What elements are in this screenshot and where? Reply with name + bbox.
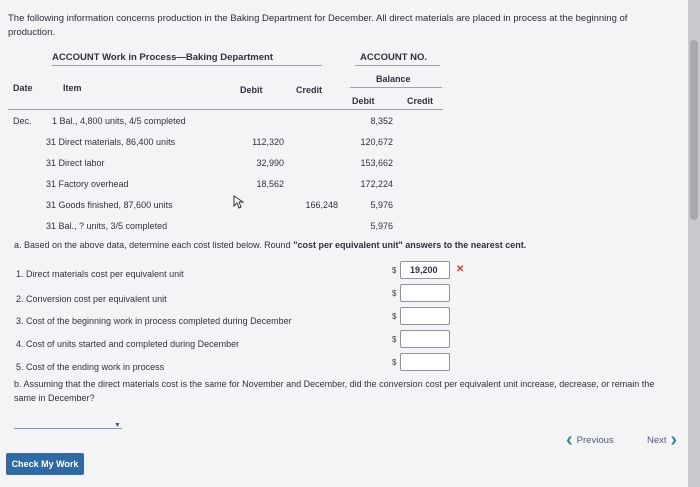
next-label: Next xyxy=(647,434,667,446)
part-a-prompt-text: a. Based on the above data, determine each cost listed below. Round xyxy=(14,240,294,250)
ledger-item: 31 Factory overhead xyxy=(46,179,129,189)
previous-button[interactable] xyxy=(566,429,614,451)
month-label: Dec. xyxy=(13,116,32,126)
divider xyxy=(8,109,443,110)
question-2-label: 2. Conversion cost per equivalent unit xyxy=(16,294,167,304)
part-b-dropdown[interactable] xyxy=(14,428,122,429)
ledger-balance: 8,352 xyxy=(370,116,393,126)
check-my-work-button[interactable]: Check My Work xyxy=(6,453,84,475)
answer-2-input[interactable] xyxy=(400,284,450,302)
account-number-label: ACCOUNT NO. xyxy=(360,52,428,63)
question-5-label: 5. Cost of the ending work in process xyxy=(16,362,165,372)
chevron-down-icon[interactable]: ▼ xyxy=(114,422,121,429)
answer-5-input[interactable] xyxy=(400,353,450,371)
ledger-item: 1 Bal., 4,800 units, 4/5 completed xyxy=(52,116,186,126)
col-header-credit: Credit xyxy=(296,85,323,95)
vertical-scrollbar[interactable] xyxy=(688,0,700,487)
question-1-label: 1. Direct materials cost per equivalent unit xyxy=(16,269,184,279)
account-title: ACCOUNT Work in Process—Baking Department xyxy=(52,52,274,63)
currency-symbol: $ xyxy=(392,335,397,344)
ledger-balance: 172,224 xyxy=(360,179,393,189)
col-header-date: Date xyxy=(13,83,33,93)
ledger-debit: 32,990 xyxy=(256,158,284,168)
divider xyxy=(350,87,442,88)
currency-symbol: $ xyxy=(392,266,397,275)
previous-label: Previous xyxy=(576,434,614,446)
question-4-label: 4. Cost of units started and completed during December xyxy=(16,339,240,349)
col-header-balance-debit: Debit xyxy=(352,96,375,106)
part-a-prompt xyxy=(14,240,526,250)
next-button[interactable] xyxy=(647,429,678,451)
col-header-item: Item xyxy=(63,83,82,93)
ledger-credit: 166,248 xyxy=(305,200,338,210)
col-header-balance-credit: Credit xyxy=(407,96,434,106)
currency-symbol: $ xyxy=(392,312,397,321)
ledger-debit: 112,320 xyxy=(252,137,284,147)
intro-text: The following information concerns production in the Baking Department for December. All direct materials are placed in process at the beginning of production. xyxy=(8,13,628,38)
ledger-balance: 153,662 xyxy=(360,158,393,168)
part-a-prompt-emphasis: "cost per equivalent unit" answers to the nearest cent. xyxy=(293,240,527,250)
chevron-right-icon: › xyxy=(670,429,678,451)
ledger-debit: 18,562 xyxy=(256,179,284,189)
col-header-debit: Debit xyxy=(240,85,263,95)
divider xyxy=(355,65,440,66)
answer-1-value: 19,200 xyxy=(410,265,438,275)
ledger-item: 31 Bal., ? units, 3/5 completed xyxy=(46,221,168,231)
ledger-balance: 5,976 xyxy=(370,221,393,231)
part-b-prompt: b. Assuming that the direct materials cost is the same for November and December, did the conversion cost per equivalent unit increase, decrease, or remain the same in December? xyxy=(14,379,655,403)
ledger-item: 31 Goods finished, 87,600 units xyxy=(46,200,173,210)
currency-symbol: $ xyxy=(392,358,397,367)
ledger-item: 31 Direct labor xyxy=(46,158,105,168)
divider xyxy=(52,65,322,66)
currency-symbol: $ xyxy=(392,289,397,298)
ledger-balance: 5,976 xyxy=(370,200,393,210)
incorrect-x-icon: ✕ xyxy=(456,264,465,275)
col-header-balance: Balance xyxy=(376,74,411,84)
ledger-balance: 120,672 xyxy=(360,137,393,147)
chevron-left-icon: ‹ xyxy=(566,429,573,451)
ledger-item: 31 Direct materials, 86,400 units xyxy=(46,137,176,147)
answer-4-input[interactable] xyxy=(400,330,450,348)
question-3-label: 3. Cost of the beginning work in process completed during December xyxy=(16,316,292,326)
scrollbar-thumb[interactable] xyxy=(690,40,698,220)
answer-3-input[interactable] xyxy=(400,307,450,325)
mouse-cursor-icon xyxy=(233,195,245,214)
